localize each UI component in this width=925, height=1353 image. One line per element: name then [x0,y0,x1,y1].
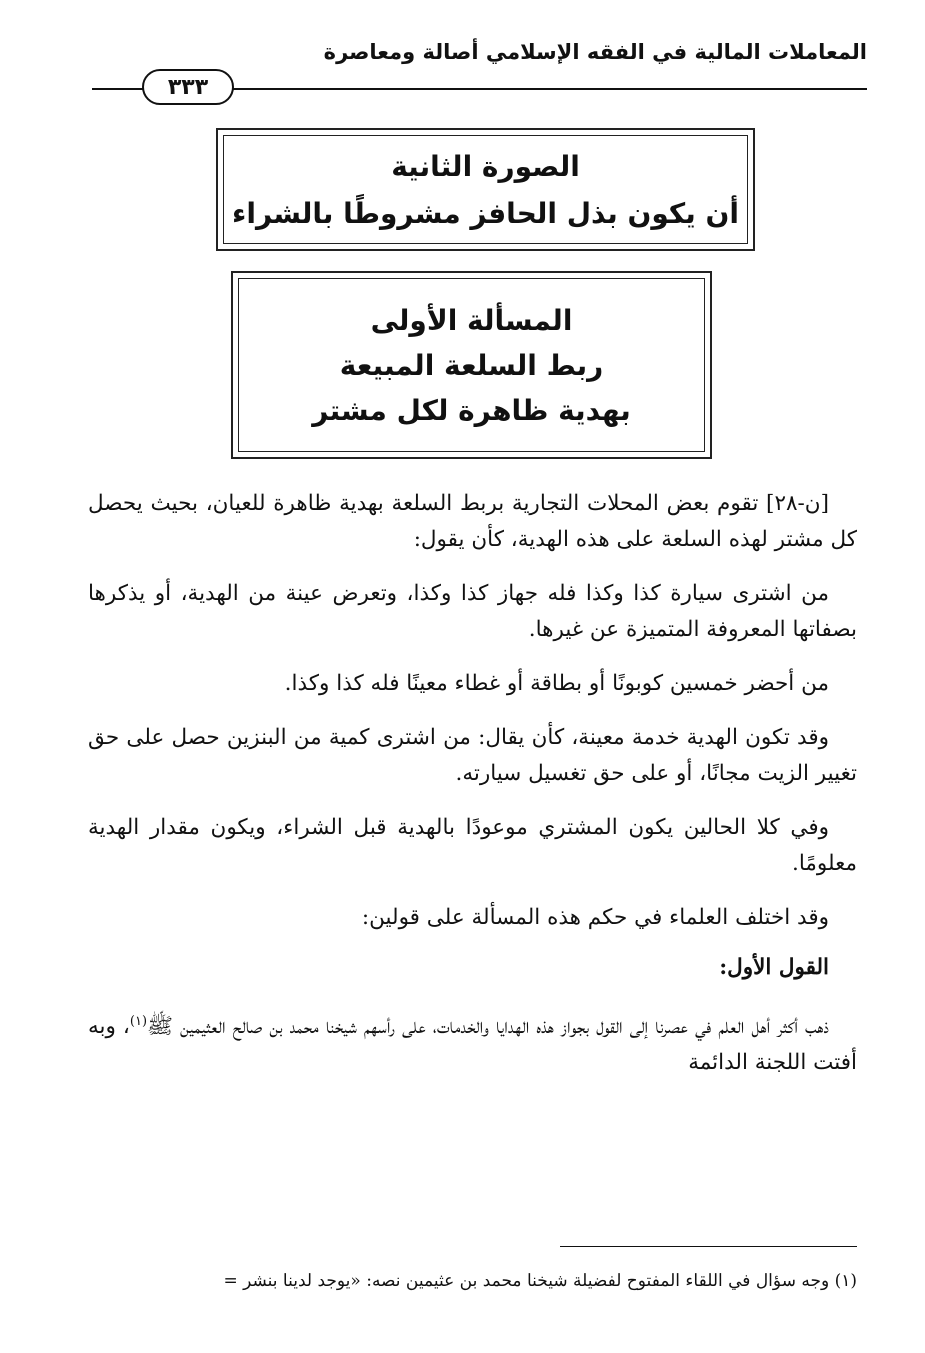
body-text [88,486,857,1099]
page-header [92,36,867,100]
footnote-rule [560,1246,857,1247]
footnote-reference[interactable]: (١) [129,1014,148,1029]
issue-subtitle-1: ربط السلعة المبيعة [339,348,604,382]
paragraph-5: وفي كلا الحالين يكون المشتري موعودًا بالهدية قبل الشراء، ويكون مقدار الهدية معلومًا. [88,815,857,876]
paragraph-4: وقد تكون الهدية خدمة معينة، كأن يقال: من اشترى كمية من البنزين حصل على حق تغيير الزيت مجانًا، أو على حق تغسيل سيارته. [88,725,857,786]
section-title: الصورة الثانية [391,149,580,183]
paragraph-2: من اشترى سيارة كذا وكذا فله جهاز كذا وكذا، وتعرض عينة من الهدية، أو يذكرها بصفاتها المعروفة المتميزة عن غيرها. [88,581,857,642]
paragraph-7-end: ، وبه أفتت اللجنة الدائمة [88,1014,857,1076]
section-subtitle: أن يكون بذل الحافز مشروطًا بالشراء [232,196,739,230]
first-opinion-heading: القول الأول: [719,955,829,980]
page-number: ٣٣٣ [142,69,234,105]
issue-title-box [231,271,712,459]
section-title-box [216,128,755,251]
paragraph-7-start: ذهب أكثر أهل العلم في عصرنا إلى القول بجواز هذه الهدايا والخدمات، على رأسهم شيخنا محمد بن صالح العثيمين ﷺ [147,1014,829,1040]
paragraph-3: من أحضر خمسين كوبونًا أو بطاقة أو غطاء معينًا فله كذا وكذا. [284,671,829,696]
paragraph-6: وقد اختلف العلماء في حكم هذه المسألة على قولين: [361,905,829,930]
book-title: المعاملات المالية في الفقه الإسلامي أصالة ومعاصرة [323,40,867,64]
paragraph-1: [ن-٢٨] تقوم بعض المحلات التجارية بربط السلعة بهدية ظاهرة للعيان، بحيث يحصل كل مشتر لهذه السلعة على هذه الهدية، كأن يقول: [88,491,857,552]
issue-title: المسألة الأولى [370,303,573,337]
footnote: (١) وجه سؤال في اللقاء المفتوح لفضيلة شيخنا محمد بن عثيمين نصه: «يوجد لدينا بنشر = [223,1271,857,1291]
issue-subtitle-2: بهدية ظاهرة لكل مشتر [312,393,631,427]
paragraph-7 [88,1004,857,1081]
